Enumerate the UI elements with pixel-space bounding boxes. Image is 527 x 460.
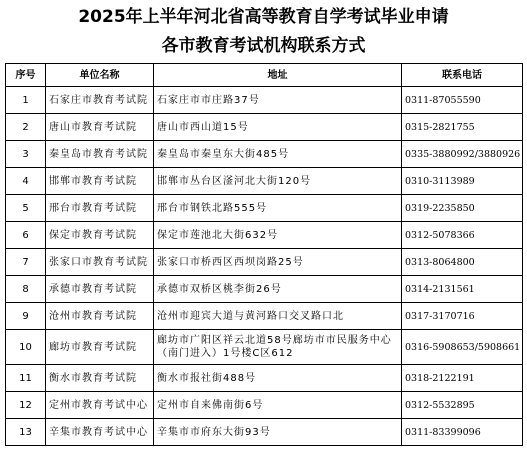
address: 衡水市报社街488号 xyxy=(154,365,402,392)
row-number: 1 xyxy=(6,87,46,114)
phone-number: 0312-5078366 xyxy=(402,222,523,249)
row-number: 4 xyxy=(6,168,46,195)
contact-table xyxy=(5,63,523,446)
unit-name: 廊坊市教育考试院 xyxy=(46,330,154,365)
row-number: 5 xyxy=(6,195,46,222)
column-header-unit: 单位名称 xyxy=(46,64,154,87)
row-number: 6 xyxy=(6,222,46,249)
table-row xyxy=(6,303,523,330)
phone-number: 0313-8064800 xyxy=(402,249,523,276)
phone-number: 0319-2235850 xyxy=(402,195,523,222)
row-number: 12 xyxy=(6,392,46,419)
address: 邯郸市丛台区滏河北大街120号 xyxy=(154,168,402,195)
table-row xyxy=(6,249,523,276)
unit-name: 邢台市教育考试院 xyxy=(46,195,154,222)
row-number: 7 xyxy=(6,249,46,276)
table-row xyxy=(6,276,523,303)
address: 秦皇岛市秦皇东大街485号 xyxy=(154,141,402,168)
phone-number: 0314-2131561 xyxy=(402,276,523,303)
table-row xyxy=(6,392,523,419)
phone-number: 0312-5532895 xyxy=(402,392,523,419)
unit-name: 秦皇岛市教育考试院 xyxy=(46,141,154,168)
unit-name: 邯郸市教育考试院 xyxy=(46,168,154,195)
row-number: 11 xyxy=(6,365,46,392)
address: 承德市双桥区桃李街26号 xyxy=(154,276,402,303)
phone-number: 0316-5908653/5908661 xyxy=(402,330,523,365)
unit-name: 保定市教育考试院 xyxy=(46,222,154,249)
table-row xyxy=(6,419,523,446)
unit-name: 唐山市教育考试院 xyxy=(46,114,154,141)
phone-number: 0315-2821755 xyxy=(402,114,523,141)
column-header-address: 地址 xyxy=(154,64,402,87)
table-row xyxy=(6,222,523,249)
phone-number: 0318-2122191 xyxy=(402,365,523,392)
row-number: 2 xyxy=(6,114,46,141)
address: 张家口市桥西区西坝岗路25号 xyxy=(154,249,402,276)
table-row xyxy=(6,195,523,222)
phone-number: 0311-87055590 xyxy=(402,87,523,114)
table-row xyxy=(6,330,523,365)
row-number: 8 xyxy=(6,276,46,303)
document-title-line-2: 各市教育考试机构联系方式 xyxy=(161,36,366,56)
address: 邢台市钢铁北路555号 xyxy=(154,195,402,222)
table-row xyxy=(6,168,523,195)
unit-name: 承德市教育考试院 xyxy=(46,276,154,303)
phone-number: 0311-83399096 xyxy=(402,419,523,446)
table-header-row xyxy=(6,64,523,87)
phone-number: 0335-3880992/3880926 xyxy=(402,141,523,168)
column-header-no: 序号 xyxy=(6,64,46,87)
unit-name: 石家庄市教育考试院 xyxy=(46,87,154,114)
unit-name: 定州市教育考试中心 xyxy=(46,392,154,419)
address: 石家庄市市庄路37号 xyxy=(154,87,402,114)
document-title-line-1: 2025年上半年河北省高等教育自学考试毕业申请 xyxy=(78,7,449,27)
unit-name: 沧州市教育考试院 xyxy=(46,303,154,330)
address: 唐山市西山道15号 xyxy=(154,114,402,141)
address: 沧州市迎宾大道与黄河路口交叉路口北 xyxy=(154,303,402,330)
phone-number: 0310-3113989 xyxy=(402,168,523,195)
table-row xyxy=(6,365,523,392)
address: 保定市莲池北大街632号 xyxy=(154,222,402,249)
unit-name: 辛集市教育考试中心 xyxy=(46,419,154,446)
row-number: 3 xyxy=(6,141,46,168)
table-row xyxy=(6,87,523,114)
row-number: 13 xyxy=(6,419,46,446)
address: 定州市自来佛南街6号 xyxy=(154,392,402,419)
phone-number: 0317-3170716 xyxy=(402,303,523,330)
table-row xyxy=(6,141,523,168)
unit-name: 衡水市教育考试院 xyxy=(46,365,154,392)
row-number: 10 xyxy=(6,330,46,365)
address: 辛集市市府东大街93号 xyxy=(154,419,402,446)
unit-name: 张家口市教育考试院 xyxy=(46,249,154,276)
column-header-phone: 联系电话 xyxy=(402,64,523,87)
table-row xyxy=(6,114,523,141)
row-number: 9 xyxy=(6,303,46,330)
address: 廊坊市广阳区祥云北道58号廊坊市市民服务中心（南门进入）1号楼C区612 xyxy=(154,330,402,365)
